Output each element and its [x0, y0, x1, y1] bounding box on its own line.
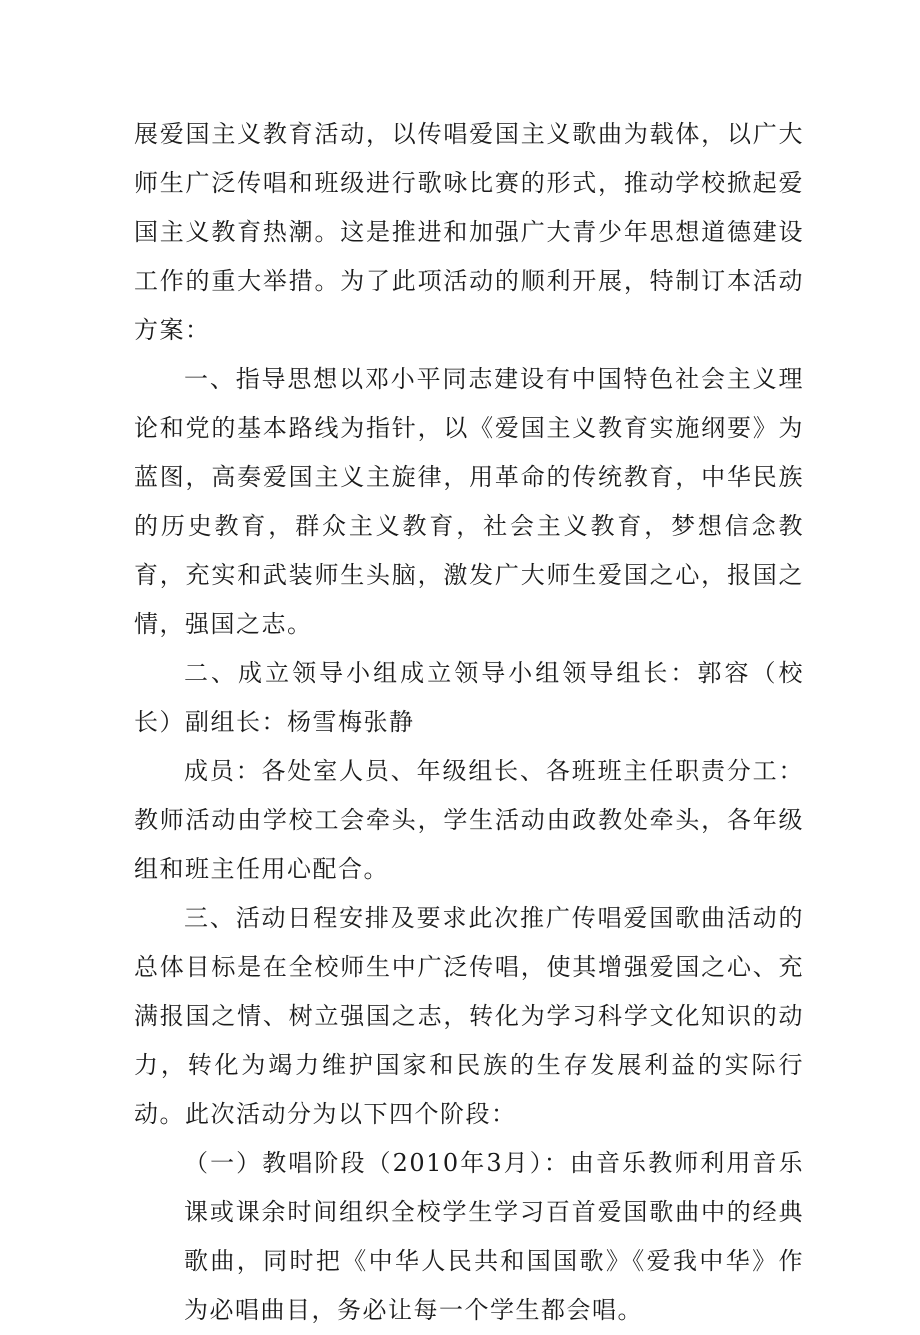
document-body	[134, 110, 804, 1335]
paragraph-guiding-ideology: 一、指导思想以邓小平同志建设有中国特色社会主义理论和党的基本路线为指针，以《爱国主义教育实施纲要》为蓝图，高奏爱国主义主旋律，用革命的传统教育，中华民族的历史教育，群众主义教育，社会主义教育，梦想信念教育，充实和武装师生头脑，激发广大师生爱国之心，报国之情，强国之志。	[134, 365, 804, 638]
paragraph-schedule-requirements: 三、活动日程安排及要求此次推广传唱爱国歌曲活动的总体目标是在全校师生中广泛传唱，使其增强爱国之心、充满报国之情、树立强国之志，转化为学习科学文化知识的动力，转化为竭力维护国家和民族的生存发展利益的实际行动。此次活动分为以下四个阶段：	[134, 904, 804, 1128]
paragraph-intro: 展爱国主义教育活动，以传唱爱国主义歌曲为载体，以广大师生广泛传唱和班级进行歌咏比赛的形式，推动学校掀起爱国主义教育热潮。这是推进和加强广大青少年思想道德建设工作的重大举措。为了此项活动的顺利开展，特制订本活动方案：	[134, 120, 804, 344]
paragraph-teaching-stage: （一）教唱阶段（2010年3月）：由音乐教师利用音乐课或课余时间组织全校学生学习百首爱国歌曲中的经典歌曲，同时把《中华人民共和国国歌》《爱我中华》作为必唱曲目，务必让每一个学生都会唱。	[184, 1149, 804, 1324]
paragraph-members-duties: 成员：各处室人员、年级组长、各班班主任职责分工：教师活动由学校工会牵头，学生活动由政教处牵头，各年级组和班主任用心配合。	[134, 757, 804, 883]
paragraph-leadership-group: 二、成立领导小组成立领导小组领导组长：郭容（校长）副组长：杨雪梅张静	[134, 659, 804, 736]
